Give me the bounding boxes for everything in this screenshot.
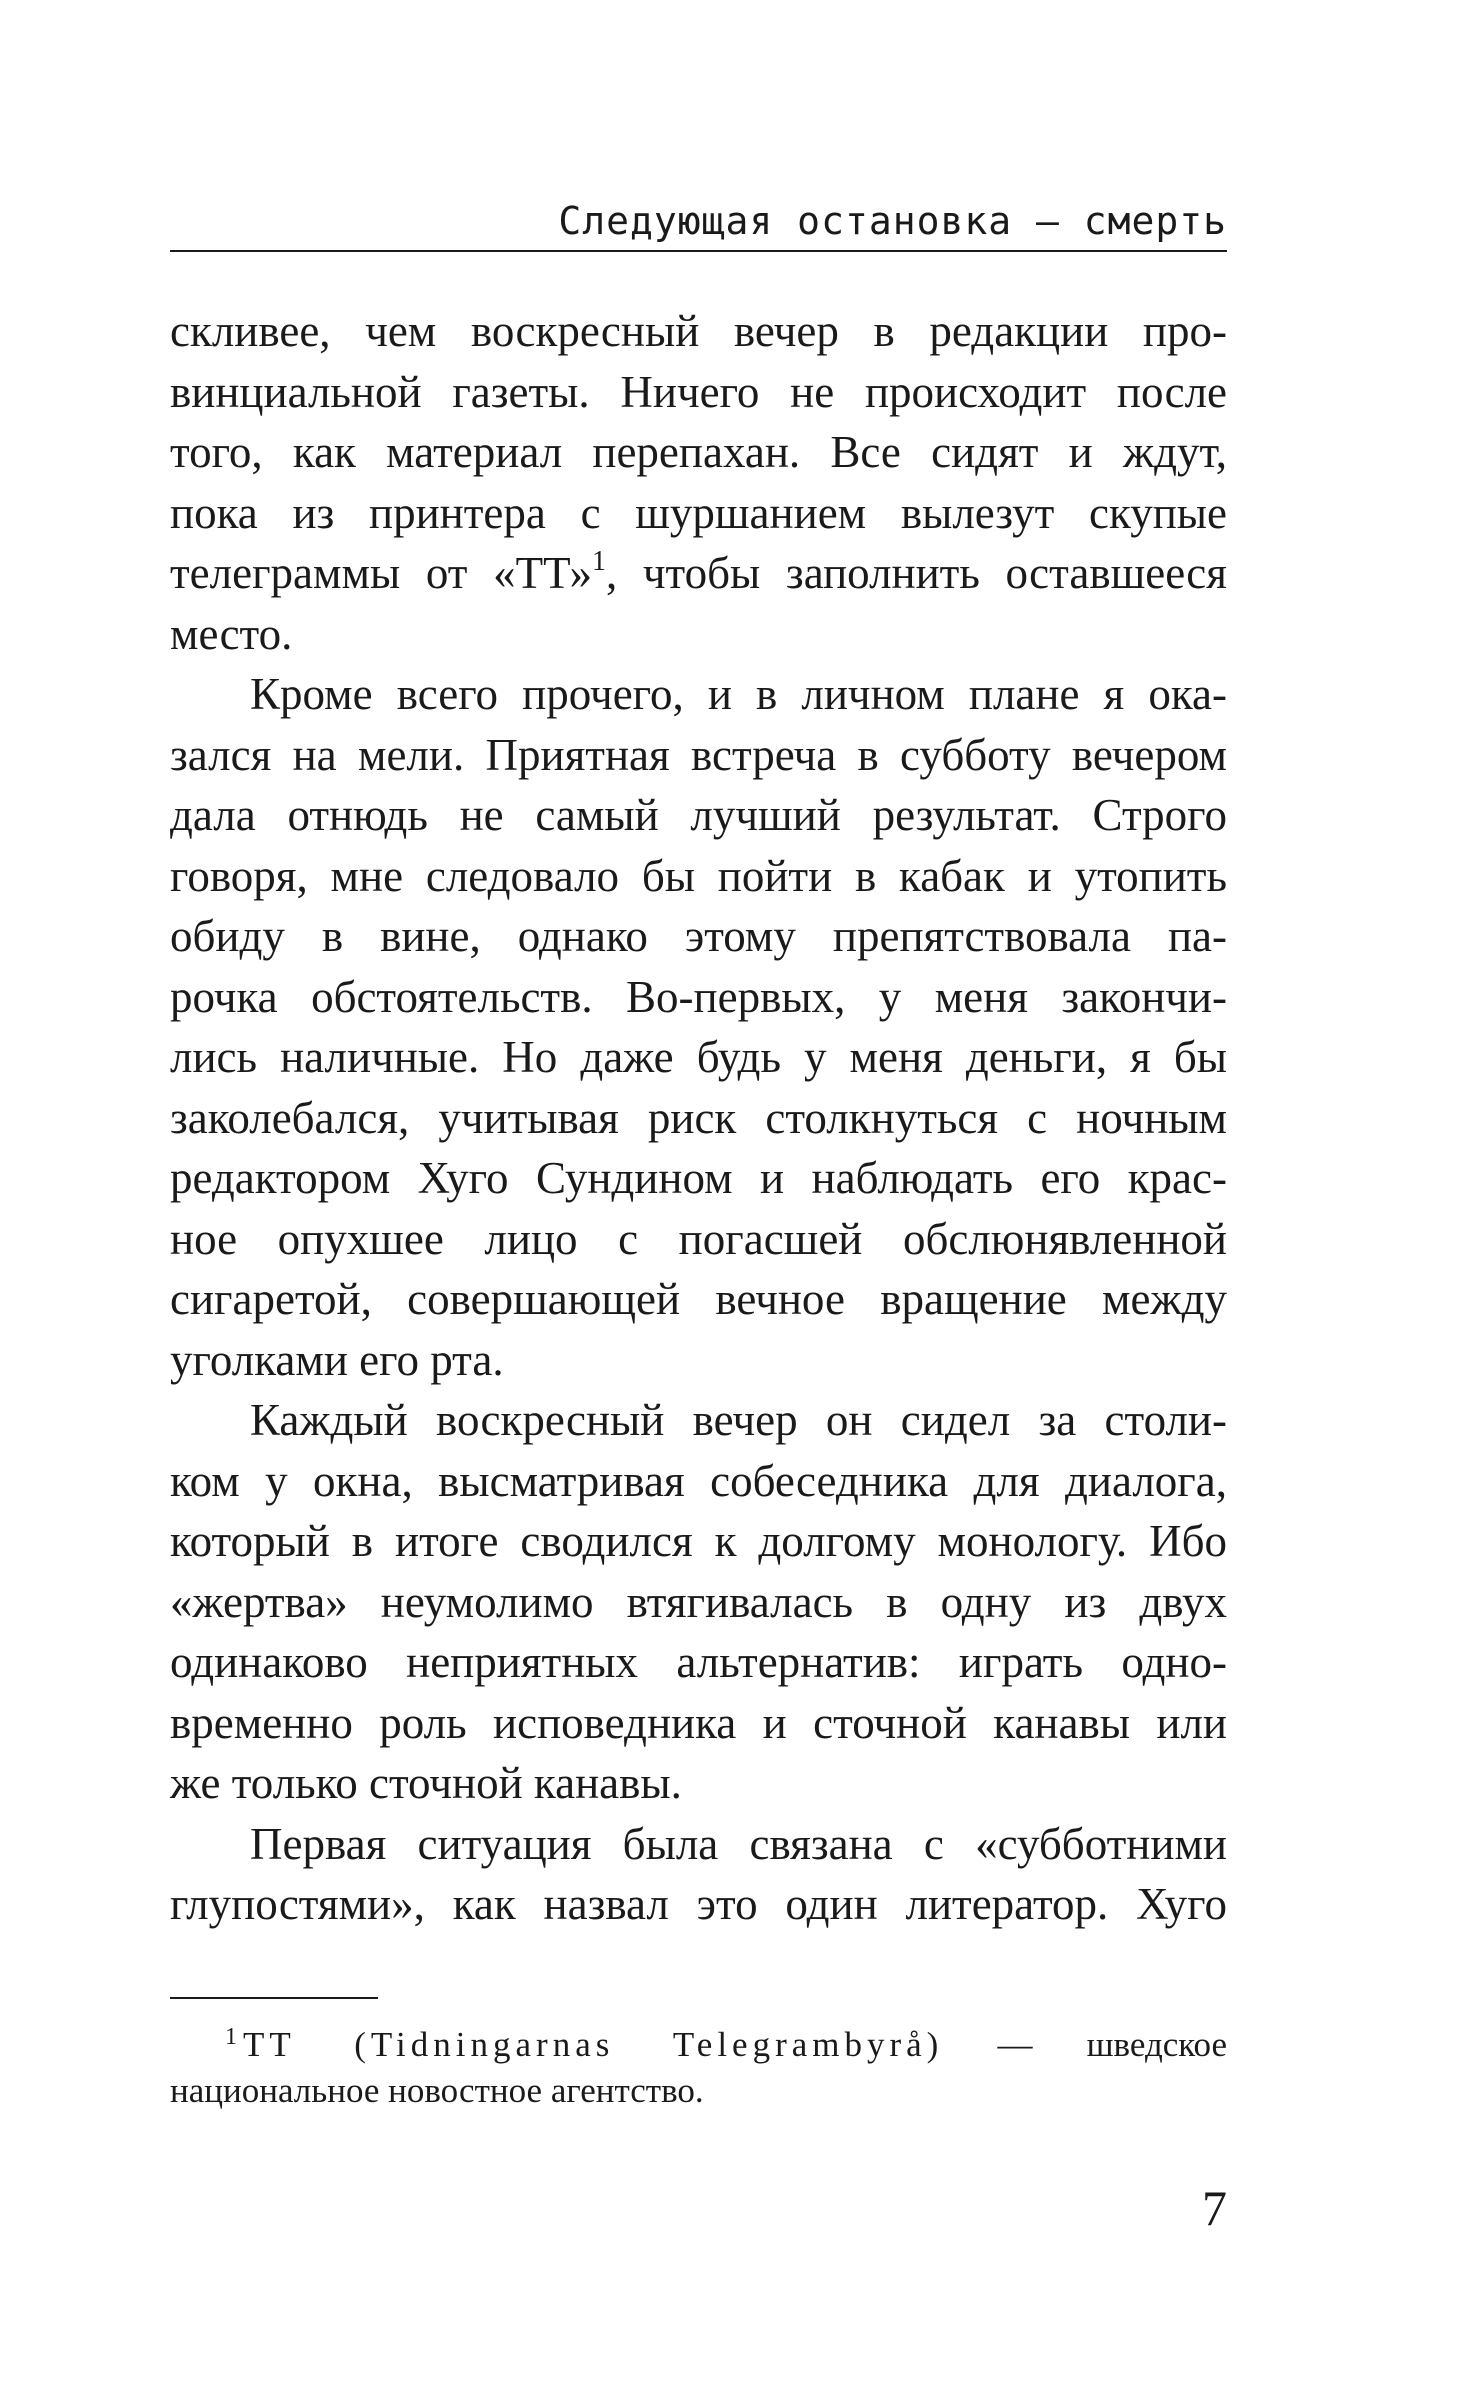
text-line: уголками его рта. (170, 1334, 504, 1385)
running-head: Следующая остановка — смерть (558, 199, 1227, 243)
text-line: «жертва» неумолимо втягивалась в одну из двух (170, 1576, 1227, 1627)
text-line: сигаретой, совершающей вечное вращение между (170, 1274, 1227, 1324)
text-line: пока из принтера с шуршанием вылезут скупые (170, 487, 1227, 538)
text-line (170, 543, 1227, 604)
footnote-text: — шведское (943, 2025, 1227, 2064)
footnote-reference: 1 (591, 546, 606, 577)
text-line: ное опухшее лицо с погасшей обслюнявленной (170, 1213, 1227, 1264)
text-line: Каждый воскресный вечер он сидел за столи- (250, 1395, 1227, 1445)
footnote-source: TT (Tidningarnas Telegrambyrå) (243, 2025, 944, 2064)
footnote (170, 2022, 1227, 2114)
body-text (170, 301, 1227, 1935)
text-line: редактором Хуго Сундином и наблюдать его крас- (170, 1153, 1227, 1203)
text-line: зался на мели. Приятная встреча в субботу вечером (170, 729, 1227, 780)
footnote-rule (170, 1997, 378, 1999)
text-line: заколебался, учитывая риск столкнуться с ночным (170, 1092, 1227, 1143)
footnote-number: 1 (225, 2024, 237, 2050)
text-segment: телеграммы от «ТТ» (170, 548, 592, 598)
text-line: обиду в вине, однако этому препятствовала па- (170, 911, 1227, 961)
footnote-line (170, 2022, 1227, 2068)
text-line: временно роль исповедника и сточной канавы или (170, 1697, 1227, 1748)
text-line: скливее, чем воскресный вечер в редакции про- (170, 306, 1227, 356)
text-line: лись наличные. Но даже будь у меня деньги, я бы (170, 1032, 1227, 1082)
text-line: же только сточной канавы. (170, 1758, 682, 1808)
text-line: того, как материал перепахан. Все сидят и ждут, (170, 427, 1227, 477)
header-rule (170, 250, 1227, 252)
text-line: ком у окна, высматривая собеседника для диалога, (170, 1455, 1227, 1506)
text-line: который в итоге сводился к долгому монологу. Ибо (170, 1516, 1227, 1566)
text-line: рочка обстоятельств. Во-первых, у меня закончи- (170, 971, 1227, 1022)
text-line: одинаково неприятных альтернатив: играть одно- (170, 1637, 1227, 1687)
text-line: винциальной газеты. Ничего не происходит после (170, 366, 1227, 417)
text-line: Первая ситуация была связана с «субботними (250, 1818, 1227, 1869)
text-segment: , чтобы заполнить оставшееся (605, 548, 1227, 598)
text-line: Кроме всего прочего, и в личном плане я ока- (250, 669, 1227, 719)
text-line: говоря, мне следовало бы пойти в кабак и утопить (170, 850, 1227, 901)
text-line: место. (170, 608, 293, 659)
page-number: 7 (1202, 2180, 1227, 2236)
text-line: дала отнюдь не самый лучший результат. Строго (170, 790, 1227, 840)
text-line: глупостями», как назвал это один литератор. Хуго (170, 1879, 1227, 1929)
footnote-line: национальное новостное агентство. (170, 2071, 704, 2110)
